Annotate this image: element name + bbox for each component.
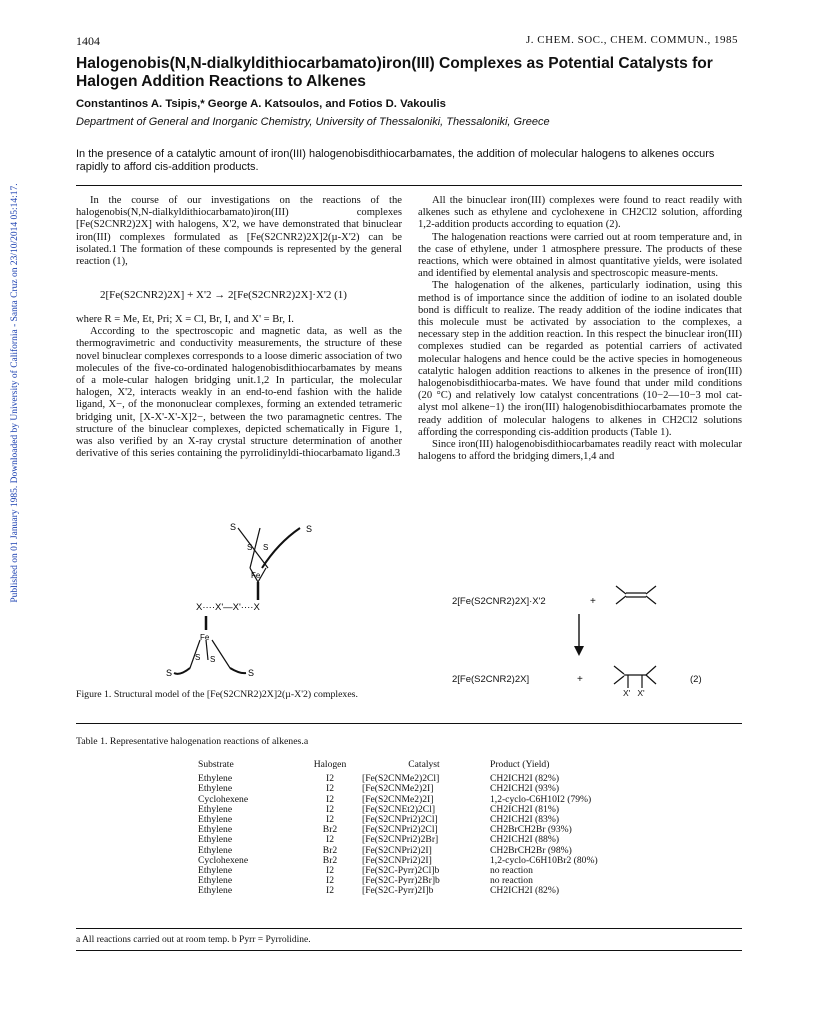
sulfur-atom: S	[210, 655, 216, 664]
sulfur-atom: S	[166, 668, 173, 678]
right-paragraph-2: The halogenation reactions were carried out at room temperature and, in the case of ethylene, under 1 atmosphere pressure. The products of these reactions, which were obtained in almost quantitative yields, were isolated and identified by elemental analysis and spectroscopic measure-ments.	[418, 231, 742, 280]
table-cell: I2	[326, 875, 334, 887]
table-cell: Ethylene	[198, 834, 233, 846]
bond	[206, 640, 208, 660]
bond	[174, 668, 190, 674]
reaction-arrow	[572, 614, 586, 658]
table-top-rule	[76, 723, 742, 724]
journal-header: J. CHEM. SOC., CHEM. COMMUN., 1985	[526, 34, 738, 46]
equation-1: 2[Fe(S2CNR2)2X] + X'2 → 2[Fe(S2CNR2)2X]·X'2 (1)	[100, 289, 347, 301]
table-cell: Cyclohexene	[198, 793, 249, 805]
sulfur-atom: S	[306, 524, 313, 534]
table-cell: Br2	[322, 844, 338, 856]
sulfur-atom: S	[248, 668, 255, 678]
table-1	[198, 760, 654, 897]
table-cell: Br2	[322, 824, 338, 836]
table-cell: I2	[326, 773, 334, 785]
equation-2-number: (2)	[690, 674, 702, 685]
affiliation: Department of General and Inorganic Chemistry, University of Thessaloniki, Thessaloniki, Greece	[76, 116, 550, 128]
sulfur-atom: S	[195, 653, 201, 662]
page-number: 1404	[76, 34, 100, 48]
table-cell: [Fe(S2CNPri2)2Cl]	[362, 814, 438, 826]
table-cell: [Fe(S2CNPri2)2I]	[362, 844, 432, 856]
dihaloethane-structure	[610, 662, 666, 690]
table-cell: CH2ICH2I (83%)	[490, 814, 560, 826]
table-cell: Ethylene	[198, 875, 233, 887]
figure-1-structure	[150, 518, 350, 683]
sulfur-atom: S	[247, 543, 253, 552]
scheme-halogen-label: X' X'	[623, 688, 645, 698]
table-cell: no reaction	[490, 875, 533, 887]
table-header: Substrate	[198, 759, 234, 770]
table-header: Catalyst	[408, 759, 440, 770]
table-header: Halogen	[313, 759, 347, 770]
table-cell: [Fe(S2C-Pyrr)2Br]b	[362, 875, 440, 887]
table-1-caption: Table 1. Representative halogenation reactions of alkenes.a	[76, 736, 309, 747]
right-paragraph-1: All the binuclear iron(III) complexes were found to react readily with alkenes such as ethylene and cyclohexene in CH2Cl2 solution, affording 1,2-addition products according to equation (2).	[418, 195, 742, 231]
iron-atom: Fe	[200, 633, 210, 642]
left-paragraph-3: According to the spectroscopic and magnetic data, as well as the thermogravimetric and conductivity measurements, the structure of these novel binuclear complexes corresponds to a loose dimeric association of two molecules of the five-co-ordinated halogenobisdithiocarbamates by means of a mole-cular halogen bridging unit.1,2 In particular, the molecular halogen, X'2, interacts weakly in an end-to-end fashion with the halide ligand, X−, of the mononuclear complexes, forming an extended tetrameric bridging unit, [X-X'-X'-X]2−, between the two paramagnetic centres. The structure of the binuclear complexes, depicted schematically in Figure 1, was also verified by an X-ray crystal structure determination of another derivative of this series containing the pyrrolidinyldi-thiocarbamato ligand.3	[76, 326, 402, 460]
article-title: Halogenobis(N,N-dialkyldithiocarbamato)iron(III) Complexes as Potential Catalysts for Halogen Addition Reactions to Alkenes	[76, 55, 713, 90]
table-cell: I2	[326, 793, 334, 805]
table-cell: Ethylene	[198, 865, 233, 877]
table-cell: Ethylene	[198, 814, 233, 826]
table-cell: CH2BrCH2Br (93%)	[490, 824, 572, 836]
table-cell: CH2ICH2I (88%)	[490, 834, 560, 846]
table-cell: Ethylene	[198, 885, 233, 897]
table-cell: I2	[326, 783, 334, 795]
abstract-rule	[76, 185, 742, 186]
table-cell: CH2BrCH2Br (98%)	[490, 844, 572, 856]
table-cell: Cyclohexene	[198, 854, 249, 866]
scheme-reactant: 2[Fe(S2CNR2)2X]·X'2	[452, 596, 546, 607]
table-cell: [Fe(S2CNPri2)2Br]	[362, 834, 439, 846]
table-cell: [Fe(S2CNMe2)2Cl]	[362, 773, 440, 785]
table-cell: I2	[326, 885, 334, 897]
scheme-product: 2[Fe(S2CNR2)2X]	[452, 674, 530, 685]
footnote-rule	[76, 950, 742, 951]
authors: Constantinos A. Tsipis,* George A. Katsoulos, and Fotios D. Vakoulis	[76, 98, 446, 110]
table-row	[198, 886, 654, 896]
table-cell: 1,2-cyclo-C6H10Br2 (80%)	[490, 854, 598, 866]
bond	[230, 668, 246, 673]
left-paragraph-2: where R = Me, Et, Pri; X = Cl, Br, I, and X' = Br, I.	[76, 314, 294, 325]
right-paragraph-3: The halogenation of the alkenes, particularly iodination, using this method is of importance since the addition of iodine to an isolated double bond is difficult to realize. The ready addition of the iodine indicates that this molecule must be activated by association to the complexes, a necessary step in the addition reaction. In this respect the binuclear iron(III) complexes studied can be regarded as potential carriers of activated molecular halogens and hence could be the active species in homogeneous catalytic halogen addition reactions to alkenes in the presence of iron(III) halogenobisdithiocarba-mates. We have found that under mild conditions (20 °C) and relatively low catalyst concentrations (10−2—10−3 mol cat-alyst mol alkene−1) the iron(III) halogenobisdithiocarbamates promote the ready addition of molecular halogens to alkenes in CH2Cl2 solutions affording the corresponding cis-addition products (Table 1).	[418, 280, 742, 438]
table-cell: [Fe(S2CNPri2)2I]	[362, 854, 432, 866]
table-header-row	[198, 760, 654, 770]
table-cell: [Fe(S2C-Pyrr)2Cl]b	[362, 865, 440, 877]
table-cell: I2	[326, 814, 334, 826]
ethylene-structure	[612, 582, 662, 612]
left-column-cont	[76, 314, 402, 460]
table-header: Product (Yield)	[490, 759, 550, 770]
iron-atom: Fe	[251, 571, 261, 580]
sulfur-atom: S	[230, 522, 237, 532]
table-cell: I2	[326, 865, 334, 877]
table-cell: [Fe(S2CNPri2)2Cl]	[362, 824, 438, 836]
table-cell: Ethylene	[198, 783, 233, 795]
table-cell: Ethylene	[198, 844, 233, 856]
right-column	[418, 195, 742, 463]
table-cell: Ethylene	[198, 773, 233, 785]
table-bottom-rule	[76, 928, 742, 929]
table-cell: CH2ICH2I (82%)	[490, 773, 560, 785]
halogen-bridge: X····X'—X'····X	[196, 602, 260, 613]
table-cell: Ethylene	[198, 824, 233, 836]
table-cell: CH2ICH2I (93%)	[490, 783, 560, 795]
table-cell: [Fe(S2C-Pyrr)2I]b	[362, 885, 434, 897]
left-column	[76, 195, 402, 268]
right-paragraph-4: Since iron(III) halogenobisdithiocarbamates readily react with molecular halogens to afford the bridging dimers,1,4 and	[418, 439, 742, 463]
table-cell: [Fe(S2CNMe2)2I]	[362, 793, 434, 805]
scheme-plus-2: +	[577, 674, 583, 685]
table-cell: 1,2-cyclo-C6H10I2 (79%)	[490, 793, 592, 805]
table-cell: CH2ICH2I (81%)	[490, 803, 560, 815]
figure-1-caption: Figure 1. Structural model of the [Fe(S2CNR2)2X]2(µ-X'2) complexes.	[76, 689, 358, 700]
table-cell: Ethylene	[198, 803, 233, 815]
scheme-plus: +	[590, 596, 596, 607]
left-paragraph-1: In the course of our investigations on the reactions of the halogenobis(N,N-dialkyldithiocarbamato)iron(III) complexes [Fe(S2CNR2)2X] with halogens, X'2, we have demonstrated that binuclear iron(III) complexes formulated as [Fe(S2CNR2)2X]2(µ-X'2) can be isolated.1 The formation of these compounds is represented by the general reaction (1),	[76, 195, 402, 268]
download-sidebar: Published on 01 January 1985. Downloaded by University of California - Santa Cruz on 23/10/2014 05:14:17.	[10, 183, 20, 603]
table-cell: I2	[326, 803, 334, 815]
table-cell: [Fe(S2CNMe2)2I]	[362, 783, 434, 795]
table-cell: CH2ICH2I (82%)	[490, 885, 560, 897]
table-cell: I2	[326, 834, 334, 846]
sulfur-atom: S	[263, 543, 269, 552]
abstract: In the presence of a catalytic amount of iron(III) halogenobisdithiocarbamates, the addition of molecular halogens to alkenes occurs rapidly to afford cis-addition products.	[76, 148, 715, 173]
table-cell: [Fe(S2CNEt2)2Cl]	[362, 803, 436, 815]
table-footnote: a All reactions carried out at room temp. b Pyrr = Pyrrolidine.	[76, 935, 311, 945]
table-cell: no reaction	[490, 865, 533, 877]
table-cell: Br2	[322, 854, 338, 866]
